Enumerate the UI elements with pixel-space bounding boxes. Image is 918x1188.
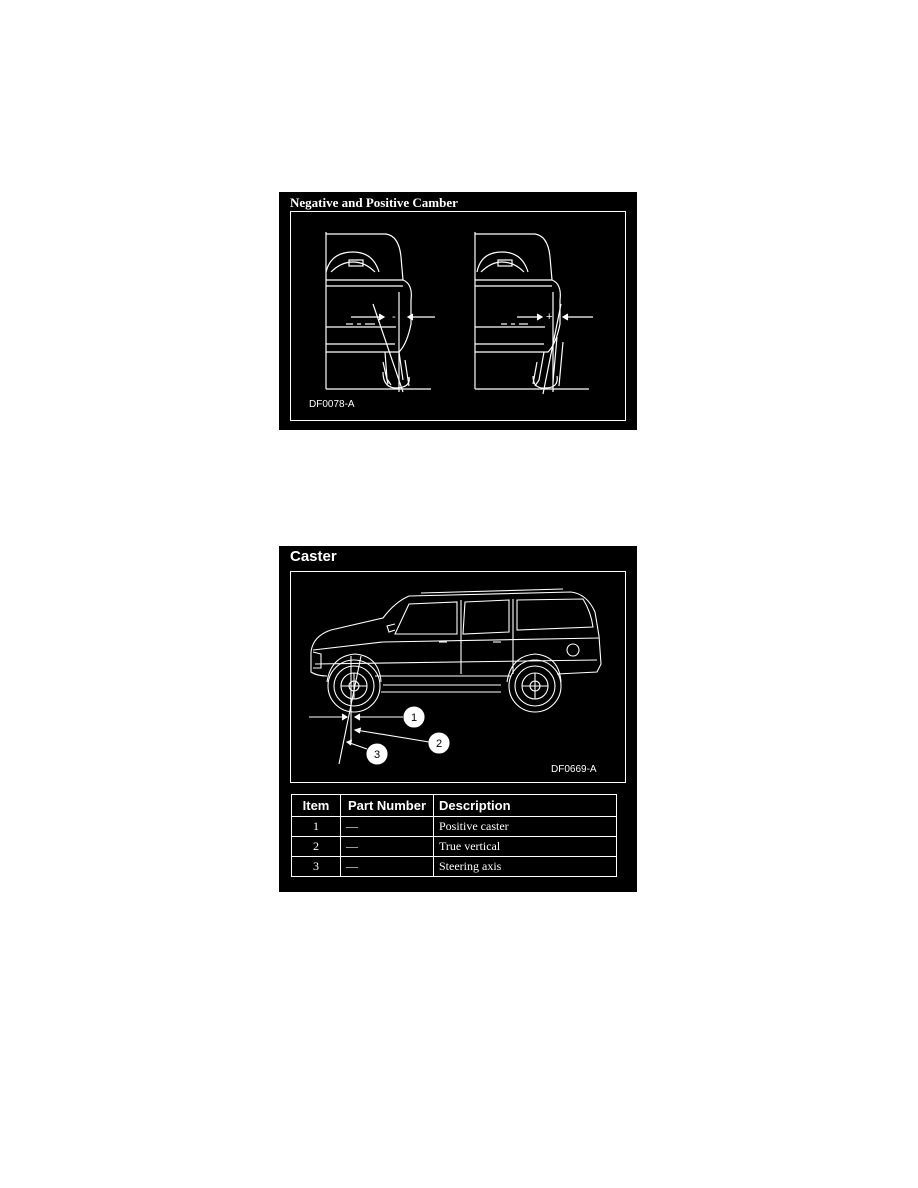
callout-1 — [404, 707, 424, 727]
positive-camber-sign: + — [546, 311, 553, 323]
column-header-description: Description — [434, 795, 617, 817]
callout-3 — [367, 744, 387, 764]
caster-figure-title: Caster — [290, 548, 337, 565]
callout-2-label: 2 — [435, 738, 443, 750]
column-header-item: Item — [292, 795, 341, 817]
callout-3-label: 3 — [373, 749, 381, 761]
caster-illustration-panel — [290, 571, 626, 783]
positive-camber-vehicle — [475, 232, 593, 394]
camber-figure-code: DF0078-A — [309, 399, 355, 410]
column-header-part-number: Part Number — [341, 795, 434, 817]
cell-item: 1 — [292, 817, 341, 837]
cell-description: True vertical — [434, 837, 617, 857]
cell-item: 2 — [292, 837, 341, 857]
camber-illustration — [291, 212, 627, 422]
suv-side-view — [311, 589, 601, 712]
camber-figure — [279, 192, 637, 430]
camber-figure-title: Negative and Positive Camber — [290, 195, 458, 210]
table-row — [292, 857, 617, 877]
cell-part-number: — — [341, 857, 434, 877]
table-row — [292, 817, 617, 837]
table-row — [292, 837, 617, 857]
cell-part-number: — — [341, 837, 434, 857]
caster-illustration — [291, 572, 627, 784]
cell-description: Steering axis — [434, 857, 617, 877]
cell-item: 3 — [292, 857, 341, 877]
cell-part-number: — — [341, 817, 434, 837]
callout-1-label: 1 — [410, 712, 418, 724]
caster-parts-table — [291, 794, 617, 877]
camber-illustration-panel — [290, 211, 626, 421]
caster-figure — [279, 546, 637, 892]
cell-description: Positive caster — [434, 817, 617, 837]
table-header-row — [292, 795, 617, 817]
negative-camber-vehicle — [326, 232, 435, 392]
negative-camber-sign: - — [392, 311, 396, 323]
caster-figure-code: DF0669-A — [551, 764, 597, 775]
callout-2 — [429, 733, 449, 753]
